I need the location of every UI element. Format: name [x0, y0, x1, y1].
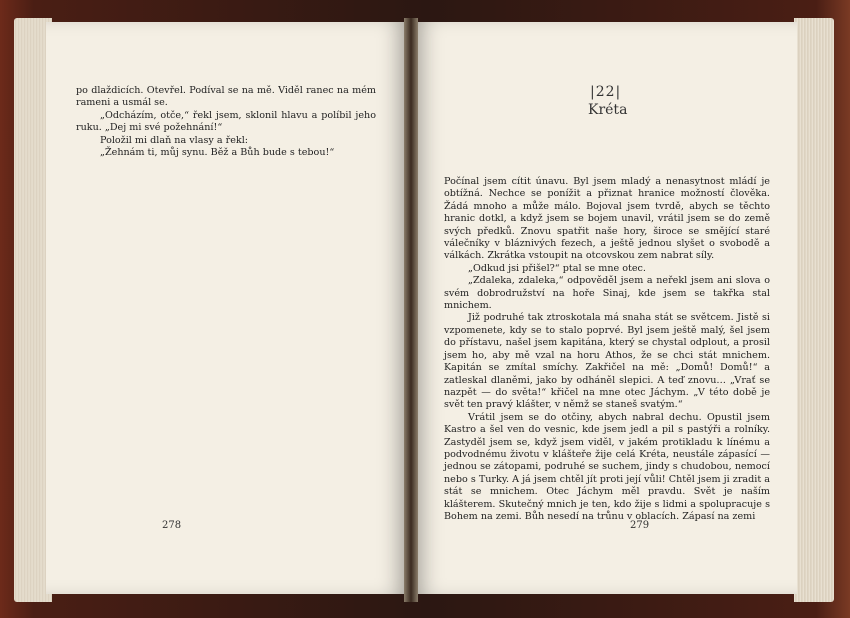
chapter-title: Kréta: [588, 102, 628, 118]
chapter-number: |22|: [590, 84, 622, 100]
right-paragraph-5: Vrátil jsem se do otčiny, abych nabral dechu. Opustil jsem Kastro a šel ven do vesnic, kde jsem jedl a pil s pastýři a rolníky. Zastyděl jsem se, když jsem viděl, v jakém protikladu k línému a podvodnému životu v klášteře žije celá Kréta, neustále zápasící — jednou se zátopami, podruhé se suchem, jindy s chudobou, nemocí nebo s Turky. A já jsem chtěl jít proti její vůli! Chtěl jsem ji zradit a stát se mnichem. Otec Jáchym měl pravdu. Svět je naším klášterem. Skutečný mnich je ten, kdo žije s lidmi a spolupracuje s Bohem na zemi. Bůh nesedí na trůnu v oblacích. Zápasí na zemi: [444, 411, 770, 522]
right-paragraph-1: Počínal jsem cítit únavu. Byl jsem mladý a nenasytnost mládí je obtížná. Nechce se ponížit a přiznat hranice možností člověka. Žádá mnoho a může málo. Bojoval jsem tvrdě, abych se těchto hranic dotkl, a když jsem se bojem unavil, vrátil jsem se do země svých předků. Znovu spatřit naše hory, široce se smějící staré válečníky v bláznivých fezech, a ještě jednou slyšet o svobodě a válkách. Zkrátka vstoupit na otcovskou zem nabrat síly.: [444, 176, 770, 262]
left-paragraph-3: Položil mi dlaň na vlasy a řekl:: [100, 134, 248, 146]
right-paragraph-4: Již podruhé tak ztroskotala má snaha stát se světcem. Jistě si vzpomenete, kdy se to stalo poprvé. Byl jsem ještě malý, šel jsem do přístavu, našel jsem kapitána, který se chystal odplout, a prosil jsem ho, aby mě vzal na horu Athos, že se chci stát mnichem. Kapitán se zmítal smíchy. Zakřičel na mě: „Domů! Domů!“ a zatleskal dlaněmi, jako by odháněl slepici. A teď znovu… „Vrať se nazpět — do světa!“ křičel na mne otec Jáchym. „V této době je svět ten pravý klášter, v němž se staneš svatým.“: [444, 312, 770, 411]
left-paragraph-1: po dlaždicích. Otevřel. Podíval se na mě. Viděl ranec na mém rameni a usmál se.: [76, 85, 376, 109]
left-paragraph-4: „Žehnám ti, můj synu. Běž a Bůh bude s tebou!“: [100, 147, 335, 159]
right-page-text: [444, 176, 770, 523]
right-paragraph-2: „Odkud jsi přišel?“ ptal se mne otec.: [468, 262, 646, 274]
book-page-edges-right: [794, 18, 834, 602]
left-page-text: [76, 85, 376, 159]
left-page-number: 278: [162, 520, 182, 531]
book-gutter: [404, 18, 418, 602]
right-page-number: 279: [630, 520, 650, 531]
right-paragraph-3: „Zdaleka, zdaleka,“ odpověděl jsem a neřekl jsem ani slova o svém dobrodružství na hoře Sinaj, kde jsem se takřka stal mnichem.: [444, 275, 770, 312]
left-paragraph-2: „Odcházím, otče,“ řekl jsem, sklonil hlavu a políbil jeho ruku. „Dej mi své požehnání!“: [76, 109, 376, 134]
